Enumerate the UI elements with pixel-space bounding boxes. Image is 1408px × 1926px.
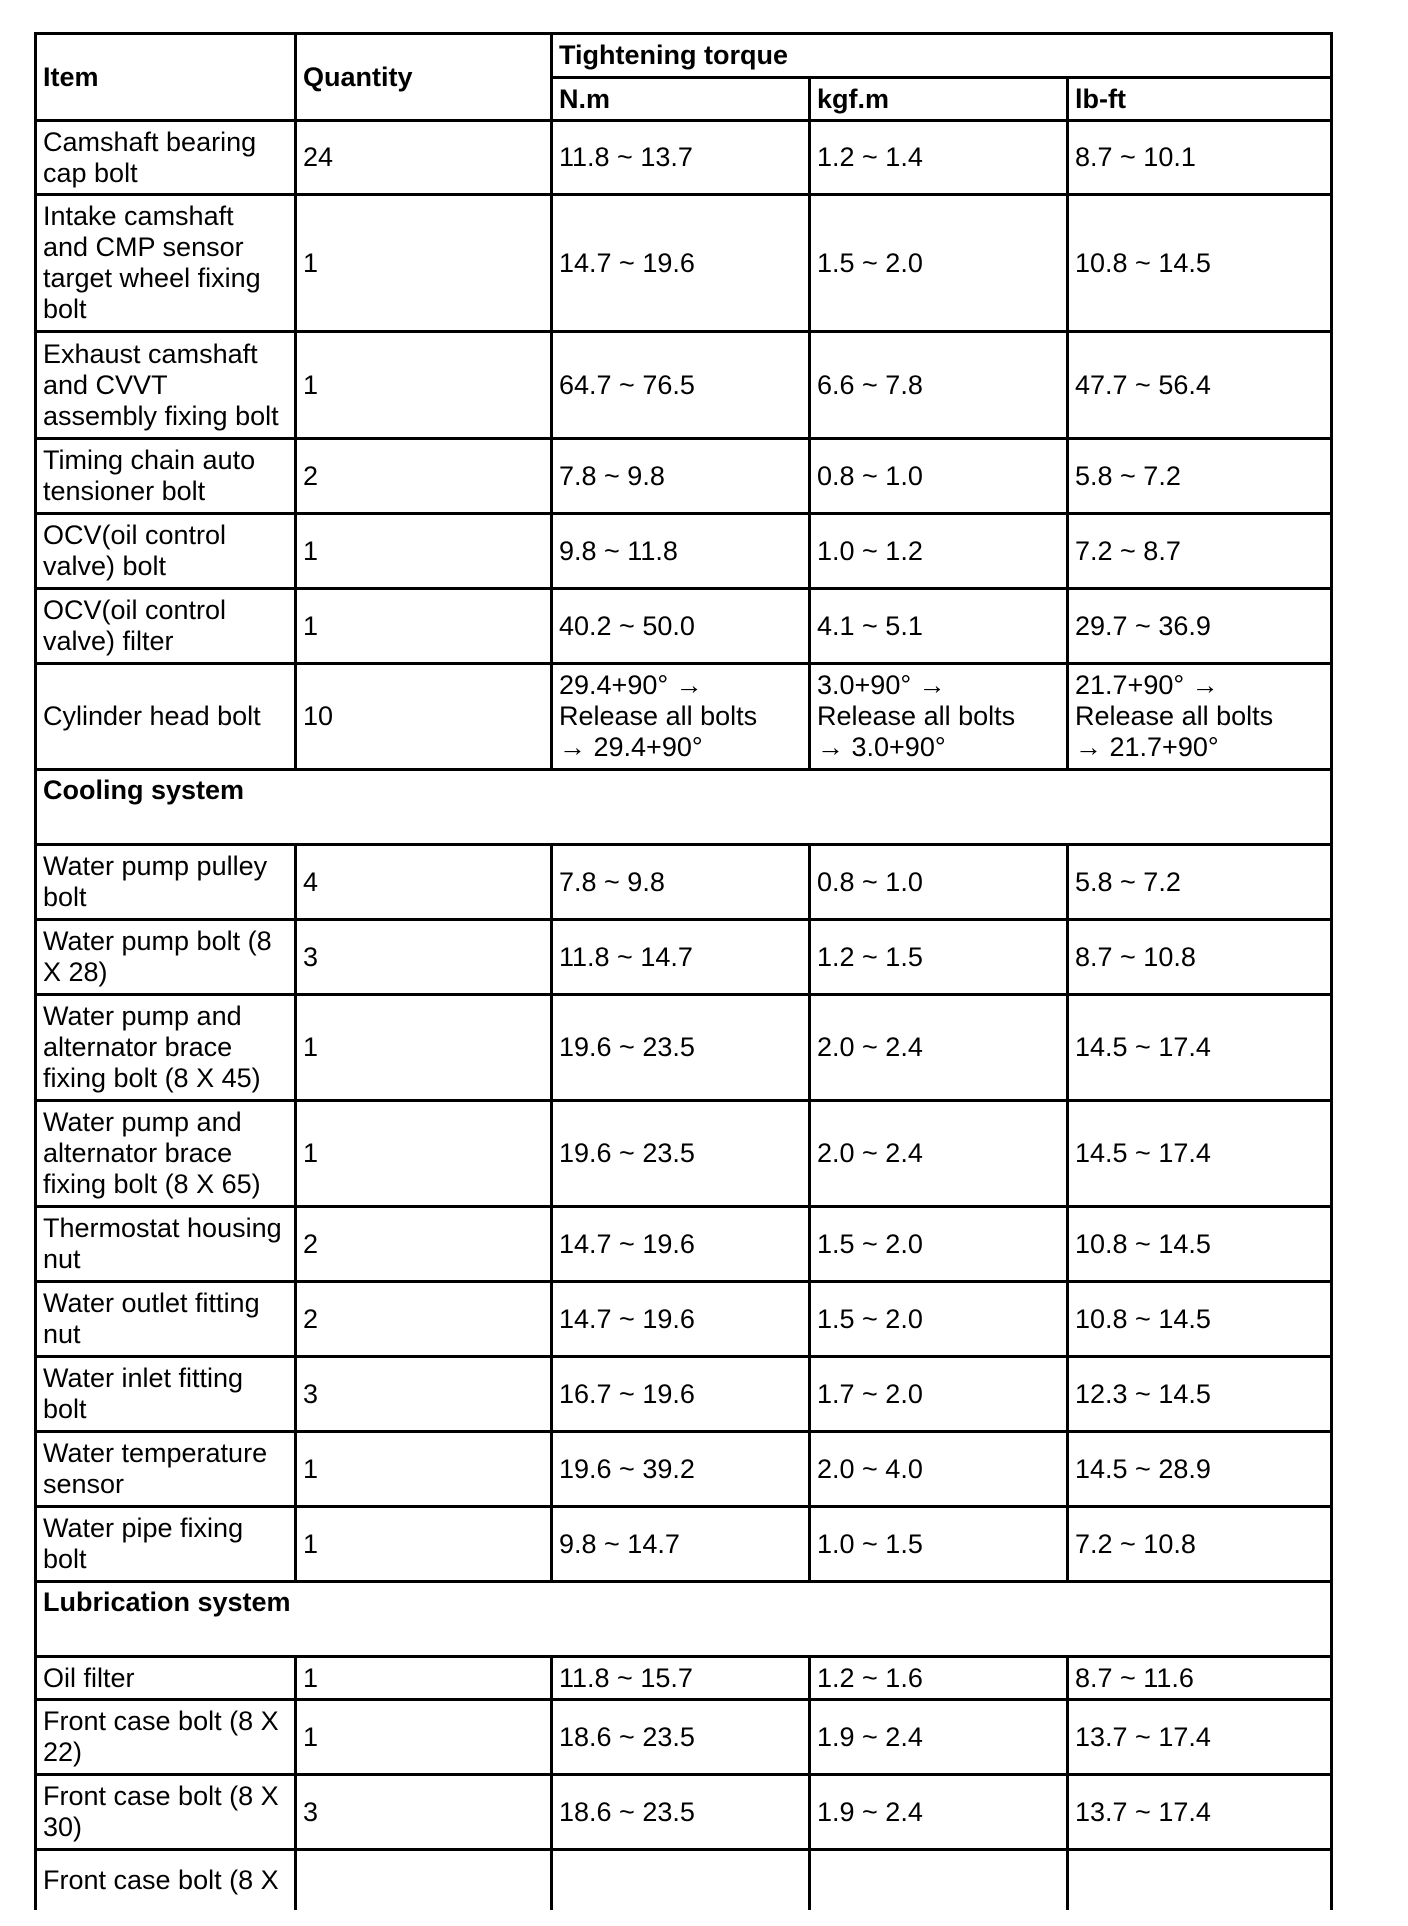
section-header-lubrication-system <box>36 1582 1332 1657</box>
cell-torque-kgfm: 0.8 ~ 1.0 <box>810 845 1068 920</box>
cell-torque-nm: 14.7 ~ 19.6 <box>552 1207 810 1282</box>
cell-item: Water pump and alternator brace fixing bolt (8 X 65) <box>36 1101 296 1207</box>
cell-torque-lbft: 14.5 ~ 28.9 <box>1068 1432 1332 1507</box>
table-row <box>36 589 1332 664</box>
cell-torque-lbft: 14.5 ~ 17.4 <box>1068 1101 1332 1207</box>
column-header-item: Item <box>36 34 296 121</box>
table-row <box>36 195 1332 332</box>
cell-quantity: 4 <box>296 845 552 920</box>
cell-quantity: 1 <box>296 1507 552 1582</box>
cell-torque-kgfm: 1.9 ~ 2.4 <box>810 1700 1068 1775</box>
table-row <box>36 1432 1332 1507</box>
cell-torque-lbft: 12.3 ~ 14.5 <box>1068 1357 1332 1432</box>
cell-item: Oil filter <box>36 1657 296 1700</box>
cell-quantity: 1 <box>296 1101 552 1207</box>
cell-torque-lbft: 5.8 ~ 7.2 <box>1068 845 1332 920</box>
cell-torque-lbft: 21.7+90° → Release all bolts → 21.7+90° <box>1068 664 1332 770</box>
cell-torque-kgfm: 1.5 ~ 2.0 <box>810 1207 1068 1282</box>
column-header-tightening-torque: Tightening torque <box>552 34 1332 78</box>
cell-torque-nm: 14.7 ~ 19.6 <box>552 1282 810 1357</box>
table-row <box>36 1507 1332 1582</box>
column-header-kgfm: kgf.m <box>810 78 1068 121</box>
table-row <box>36 1850 1332 1910</box>
table-row <box>36 1357 1332 1432</box>
cell-torque-nm: 18.6 ~ 23.5 <box>552 1700 810 1775</box>
cell-torque-kgfm: 1.2 ~ 1.4 <box>810 121 1068 195</box>
cell-torque-nm: 14.7 ~ 19.6 <box>552 195 810 332</box>
table-row <box>36 995 1332 1101</box>
column-header-nm: N.m <box>552 78 810 121</box>
cell-quantity: 1 <box>296 995 552 1101</box>
column-header-quantity: Quantity <box>296 34 552 121</box>
cell-torque-lbft <box>1068 1850 1332 1910</box>
cell-torque-lbft: 14.5 ~ 17.4 <box>1068 995 1332 1101</box>
table-row <box>36 332 1332 439</box>
torque-specification-table <box>34 32 1333 1910</box>
cell-torque-kgfm: 2.0 ~ 2.4 <box>810 995 1068 1101</box>
cell-torque-nm: 29.4+90° → Release all bolts → 29.4+90° <box>552 664 810 770</box>
cell-item: Front case bolt (8 X 30) <box>36 1775 296 1850</box>
cell-item: Water pump pulley bolt <box>36 845 296 920</box>
section-title: Lubrication system <box>36 1582 1332 1657</box>
cell-item: Front case bolt (8 X 22) <box>36 1700 296 1775</box>
cell-item: Water temperature sensor <box>36 1432 296 1507</box>
cell-torque-nm <box>552 1850 810 1910</box>
header-row-group <box>36 34 1332 78</box>
cell-quantity: 1 <box>296 195 552 332</box>
cell-quantity: 3 <box>296 920 552 995</box>
cell-torque-nm: 9.8 ~ 11.8 <box>552 514 810 589</box>
cell-torque-kgfm: 2.0 ~ 2.4 <box>810 1101 1068 1207</box>
cell-quantity: 1 <box>296 1432 552 1507</box>
cell-item: Cylinder head bolt <box>36 664 296 770</box>
cell-torque-kgfm: 2.0 ~ 4.0 <box>810 1432 1068 1507</box>
cell-quantity: 1 <box>296 1700 552 1775</box>
cell-torque-nm: 11.8 ~ 13.7 <box>552 121 810 195</box>
table-row <box>36 1775 1332 1850</box>
cell-torque-kgfm: 1.7 ~ 2.0 <box>810 1357 1068 1432</box>
cell-torque-lbft: 10.8 ~ 14.5 <box>1068 195 1332 332</box>
cell-torque-kgfm: 0.8 ~ 1.0 <box>810 439 1068 514</box>
cell-quantity: 2 <box>296 1207 552 1282</box>
cell-quantity: 3 <box>296 1775 552 1850</box>
cell-quantity: 1 <box>296 589 552 664</box>
table-row <box>36 439 1332 514</box>
cell-torque-lbft: 29.7 ~ 36.9 <box>1068 589 1332 664</box>
table-row <box>36 514 1332 589</box>
cell-quantity: 3 <box>296 1357 552 1432</box>
cell-torque-lbft: 13.7 ~ 17.4 <box>1068 1700 1332 1775</box>
cell-torque-kgfm: 1.2 ~ 1.5 <box>810 920 1068 995</box>
table-row <box>36 1101 1332 1207</box>
cell-torque-kgfm: 1.5 ~ 2.0 <box>810 195 1068 332</box>
table-row <box>36 1207 1332 1282</box>
cell-torque-kgfm: 4.1 ~ 5.1 <box>810 589 1068 664</box>
column-header-lbft: lb-ft <box>1068 78 1332 121</box>
table-row <box>36 664 1332 770</box>
cell-torque-nm: 11.8 ~ 14.7 <box>552 920 810 995</box>
cell-item: Water pump and alternator brace fixing bolt (8 X 45) <box>36 995 296 1101</box>
section-header-cooling-system <box>36 770 1332 845</box>
cell-torque-lbft: 8.7 ~ 10.8 <box>1068 920 1332 995</box>
cell-item: Front case bolt (8 X <box>36 1850 296 1910</box>
cell-item: Intake camshaft and CMP sensor target wheel fixing bolt <box>36 195 296 332</box>
cell-torque-lbft: 7.2 ~ 8.7 <box>1068 514 1332 589</box>
table-row <box>36 1657 1332 1700</box>
cell-torque-nm: 16.7 ~ 19.6 <box>552 1357 810 1432</box>
cell-item: Thermostat housing nut <box>36 1207 296 1282</box>
cell-torque-nm: 9.8 ~ 14.7 <box>552 1507 810 1582</box>
cell-torque-lbft: 13.7 ~ 17.4 <box>1068 1775 1332 1850</box>
cell-quantity: 24 <box>296 121 552 195</box>
cell-item: Camshaft bearing cap bolt <box>36 121 296 195</box>
cell-item: Water pump bolt (8 X 28) <box>36 920 296 995</box>
cell-quantity: 1 <box>296 514 552 589</box>
cell-torque-lbft: 8.7 ~ 10.1 <box>1068 121 1332 195</box>
section-title: Cooling system <box>36 770 1332 845</box>
table-row <box>36 1282 1332 1357</box>
cell-torque-kgfm <box>810 1850 1068 1910</box>
cell-quantity: 2 <box>296 1282 552 1357</box>
cell-torque-lbft: 10.8 ~ 14.5 <box>1068 1282 1332 1357</box>
cell-torque-kgfm: 1.9 ~ 2.4 <box>810 1775 1068 1850</box>
table-row <box>36 1700 1332 1775</box>
cell-torque-lbft: 7.2 ~ 10.8 <box>1068 1507 1332 1582</box>
table-row <box>36 121 1332 195</box>
cell-quantity: 1 <box>296 332 552 439</box>
cell-torque-nm: 19.6 ~ 23.5 <box>552 995 810 1101</box>
cell-torque-lbft: 5.8 ~ 7.2 <box>1068 439 1332 514</box>
cell-torque-nm: 7.8 ~ 9.8 <box>552 845 810 920</box>
cell-torque-kgfm: 1.2 ~ 1.6 <box>810 1657 1068 1700</box>
cell-torque-kgfm: 1.0 ~ 1.5 <box>810 1507 1068 1582</box>
cell-torque-lbft: 47.7 ~ 56.4 <box>1068 332 1332 439</box>
cell-torque-kgfm: 1.0 ~ 1.2 <box>810 514 1068 589</box>
cell-item: Water outlet fitting nut <box>36 1282 296 1357</box>
cell-quantity: 2 <box>296 439 552 514</box>
cell-quantity: 1 <box>296 1657 552 1700</box>
cell-torque-kgfm: 3.0+90° → Release all bolts → 3.0+90° <box>810 664 1068 770</box>
cell-item: Water inlet fitting bolt <box>36 1357 296 1432</box>
cell-torque-nm: 19.6 ~ 23.5 <box>552 1101 810 1207</box>
cell-torque-lbft: 8.7 ~ 11.6 <box>1068 1657 1332 1700</box>
cell-torque-nm: 19.6 ~ 39.2 <box>552 1432 810 1507</box>
cell-torque-kgfm: 6.6 ~ 7.8 <box>810 332 1068 439</box>
cell-torque-lbft: 10.8 ~ 14.5 <box>1068 1207 1332 1282</box>
table-row <box>36 920 1332 995</box>
cell-item: Timing chain auto tensioner bolt <box>36 439 296 514</box>
cell-torque-nm: 11.8 ~ 15.7 <box>552 1657 810 1700</box>
cell-torque-kgfm: 1.5 ~ 2.0 <box>810 1282 1068 1357</box>
cell-quantity <box>296 1850 552 1910</box>
cell-torque-nm: 7.8 ~ 9.8 <box>552 439 810 514</box>
cell-item: Exhaust camshaft and CVVT assembly fixing bolt <box>36 332 296 439</box>
cell-item: OCV(oil control valve) bolt <box>36 514 296 589</box>
cell-item: Water pipe fixing bolt <box>36 1507 296 1582</box>
cell-item: OCV(oil control valve) filter <box>36 589 296 664</box>
cell-torque-nm: 18.6 ~ 23.5 <box>552 1775 810 1850</box>
cell-torque-nm: 40.2 ~ 50.0 <box>552 589 810 664</box>
table-row <box>36 845 1332 920</box>
cell-torque-nm: 64.7 ~ 76.5 <box>552 332 810 439</box>
cell-quantity: 10 <box>296 664 552 770</box>
